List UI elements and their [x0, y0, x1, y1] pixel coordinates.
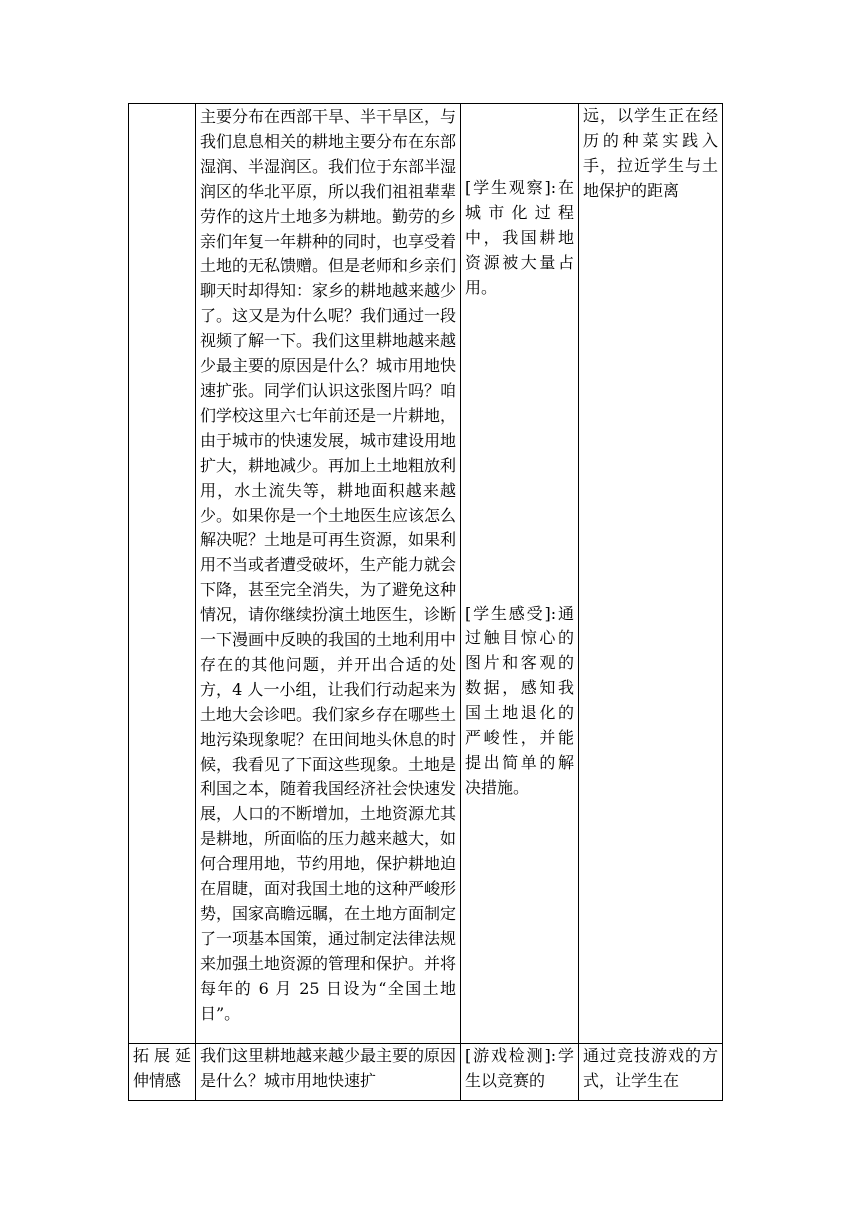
table-row — [129, 1044, 723, 1101]
design-intent-cell: 远，以学生正在经历的种菜实践入手，拉近学生与土地保护的距离 — [579, 104, 723, 1044]
student-observe-note: [学生观察]:在城市化过程中，我国耕地资源被大量占用。 — [465, 178, 574, 297]
student-activity-cell: [游戏检测]:学生以竞赛的 — [461, 1044, 579, 1101]
teacher-activity-cell: 我们这里耕地越来越少最主要的原因是什么？城市用地快速扩 — [196, 1044, 461, 1101]
student-activity-cell — [461, 104, 579, 1044]
teacher-activity-cell — [196, 104, 461, 1044]
stage-cell: 拓展延伸情感 — [129, 1044, 196, 1101]
table-row — [129, 104, 723, 1044]
lesson-plan-table — [128, 103, 723, 1101]
student-feel-note: [学生感受]:通过触目惊心的图片和客观的数据，感知我国土地退化的严峻性，并能提出简单的解决措施。 — [465, 603, 574, 797]
teacher-activity-text: 主要分布在西部干旱、半干旱区，与我们息息相关的耕地主要分布在东部湿润、半湿润区。我们位于东部半湿润区的华北平原，所以我们祖祖辈辈劳作的这片土地多为耕地。勤劳的乡亲们年复一年耕种的同时，也享受着土地的无私馈赠。但是老师和乡亲们聊天时却得知：家乡的耕地越来越少了。这又是为什么呢？我们通过一段视频了解一下。我们这里耕地越来越少最主要的原因是什么？城市用地快速扩张。同学们认识这张图片吗？咱们学校这里六七年前还是一片耕地，由于城市的快速发展，城市建设用地扩大，耕地减少。再加上土地粗放利用，水土流失等，耕地面积越来越少。如果你是一个土地医生应该怎么解决呢？土地是可再生资源，如果利用不当或者遭受破坏，生产能力就会下降，甚至完全消失，为了避免这种情况，请你继续扮演土地医生，诊断一下漫画中反映的我国的土地利用中存在的其他问题，并开出合适的处方，4 人一小组，让我们行动起来为土地大会诊吧。我们家乡存在哪些土地污染现象呢？在田间地头休息的时候，我看见了下面这些现象。土地是利国之本，随着我国经济社会快速发展，人口的不断增加，土地资源尤其是耕地，所面临的压力越来越大，如何合理用地，节约用地，保护耕地迫在眉睫，面对我国土地的这种严峻形势，国家高瞻远瞩，在土地方面制定了一项基本国策，通过制定法律法规来加强土地资源的管理和保护。并将每年的 6 月 25 日设为“全国土地日”。 — [200, 107, 457, 1023]
stage-cell — [129, 104, 196, 1044]
design-intent-cell: 通过竞技游戏的方式，让学生在 — [579, 1044, 723, 1101]
